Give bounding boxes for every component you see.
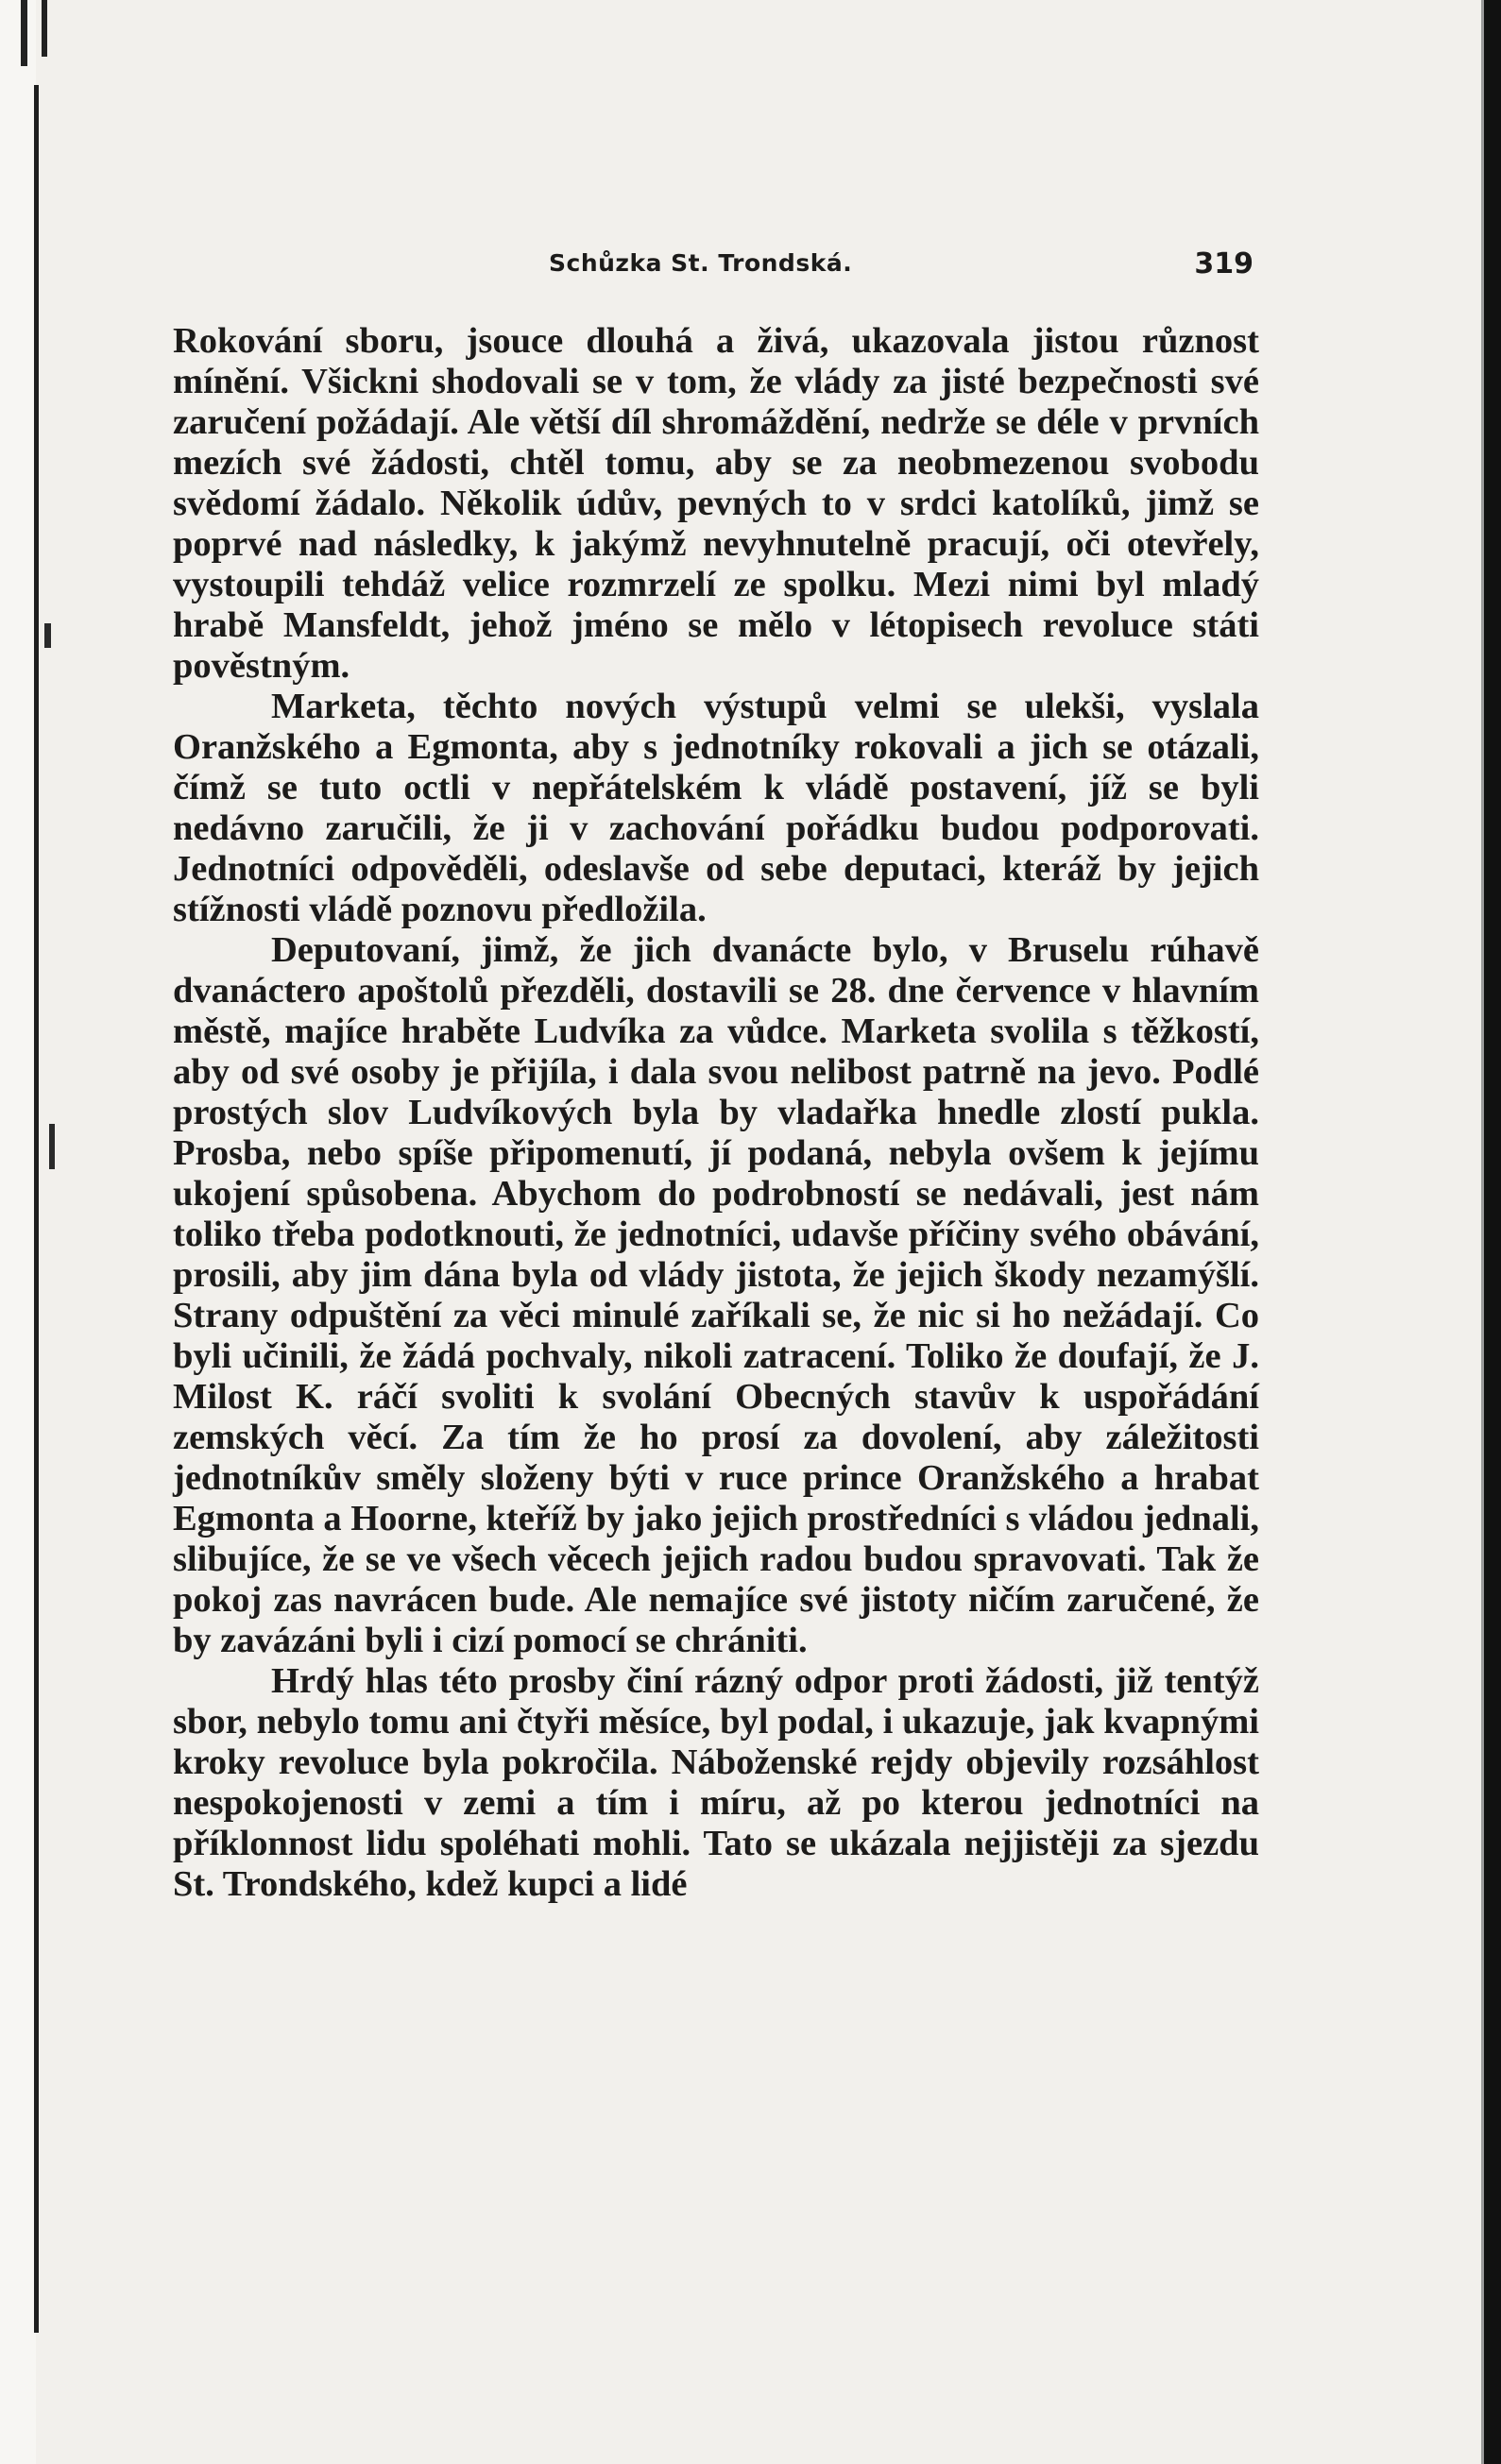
- running-head: Schůzka St. Trondská.: [549, 249, 853, 277]
- paragraph: Rokování sboru, jsouce dlouhá a živá, ukazovala jistou různost mínění. Všickni shodovali se v tom, že vlády za jisté bezpečnosti své zaručení požádají. Ale větší díl shromáždění, nedrže se déle v prvních mezích své žádosti, chtěl tomu, aby se za neobmezenou svobodu svědomí žádalo. Několik údův, pevných to v srdci katolíků, jimž se poprvé nad následky, k jakýmž nevyhnutelně pracují, oči otevřely, vystoupili tehdáž velice rozmrzelí ze spolku. Mezi nimi byl mladý hrabě Mansfeldt, jehož jméno se mělo v létopisech revoluce státi pověstným.: [173, 321, 1259, 686]
- body-text: [173, 321, 1259, 1905]
- scan-right-border: [1484, 0, 1501, 2464]
- page-number: 319: [1194, 247, 1254, 280]
- page-header: [175, 247, 1261, 289]
- paragraph: Deputovaní, jimž, že jich dvanácte bylo, v Bruselu rúhavě dvanáctero apoštolů přezděli, dostavili se 28. dne července v hlavním městě, majíce hraběte Ludvíka za vůdce. Marketa svolila s těžkostí, aby od své osoby je přijíla, i dala svou nelibost patrně na jevo. Podlé prostých slov Ludvíkových byla by vladařka hnedle zlostí pukla. Prosba, nebo spíše připomenutí, jí podaná, nebyla ovšem k jejímu ukojení spůsobena. Abychom do podrobností se nedávali, jest nám toliko třeba podotknouti, že jednotníci, udavše příčiny svého obávání, prosili, aby jim dána byla od vlády jistota, že jejich škody nezamýšlí. Strany odpuštění za věci minulé zaříkali se, že nic si ho nežádají. Co byli učinili, že žádá pochvaly, nikoli zatracení. Toliko že doufají, že J. Milost K. ráčí svoliti k svolání Obecných stavův k uspořádání zemských věcí. Za tím že ho prosí za dovolení, aby záležitosti jednotníkův směly složeny býti v ruce prince Oranžského a hrabat Egmonta a Hoorne, kteříž by jako jejich prostředníci s vládou jednali, slibujíce, že se ve všech věcech jejich radou budou spravovati. Tak že pokoj zas navrácen bude. Ale nemajíce své jistoty ničím zaručené, že by zavázáni byli i cizí pomocí se chrániti.: [173, 930, 1259, 1660]
- scan-margin-mark: [49, 1124, 55, 1169]
- scan-binding-mark: [21, 0, 27, 66]
- scan-binding-mark: [42, 0, 47, 57]
- scan-page-edge-line: [34, 85, 39, 2333]
- scan-margin-mark: [44, 623, 51, 648]
- paragraph: Hrdý hlas této prosby činí rázný odpor proti žádosti, již tentýž sbor, nebylo tomu ani čtyři měsíce, byl podal, i ukazuje, jak kvapnými kroky revoluce byla pokročila. Náboženské rejdy objevily rozsáhlost nespokojenosti v zemi a tím i míru, až po kterou jednotníci na příklonnost lidu spoléhati mohli. Tato se ukázala nejjistěji za sjezdu St. Trondského, kdež kupci a lidé: [173, 1661, 1259, 1904]
- scan-left-margin: [0, 0, 36, 2464]
- paragraph: Marketa, těchto nových výstupů velmi se ulekši, vyslala Oranžského a Egmonta, aby s jednotníky rokovali a jich se otázali, čímž se tuto octli v nepřátelském k vládě postavení, jíž se byli nedávno zaručili, že ji v zachování pořádku budou podporovati. Jednotníci odpověděli, odeslavše od sebe deputaci, kteráž by jejich stížnosti vládě poznovu předložila.: [173, 687, 1259, 929]
